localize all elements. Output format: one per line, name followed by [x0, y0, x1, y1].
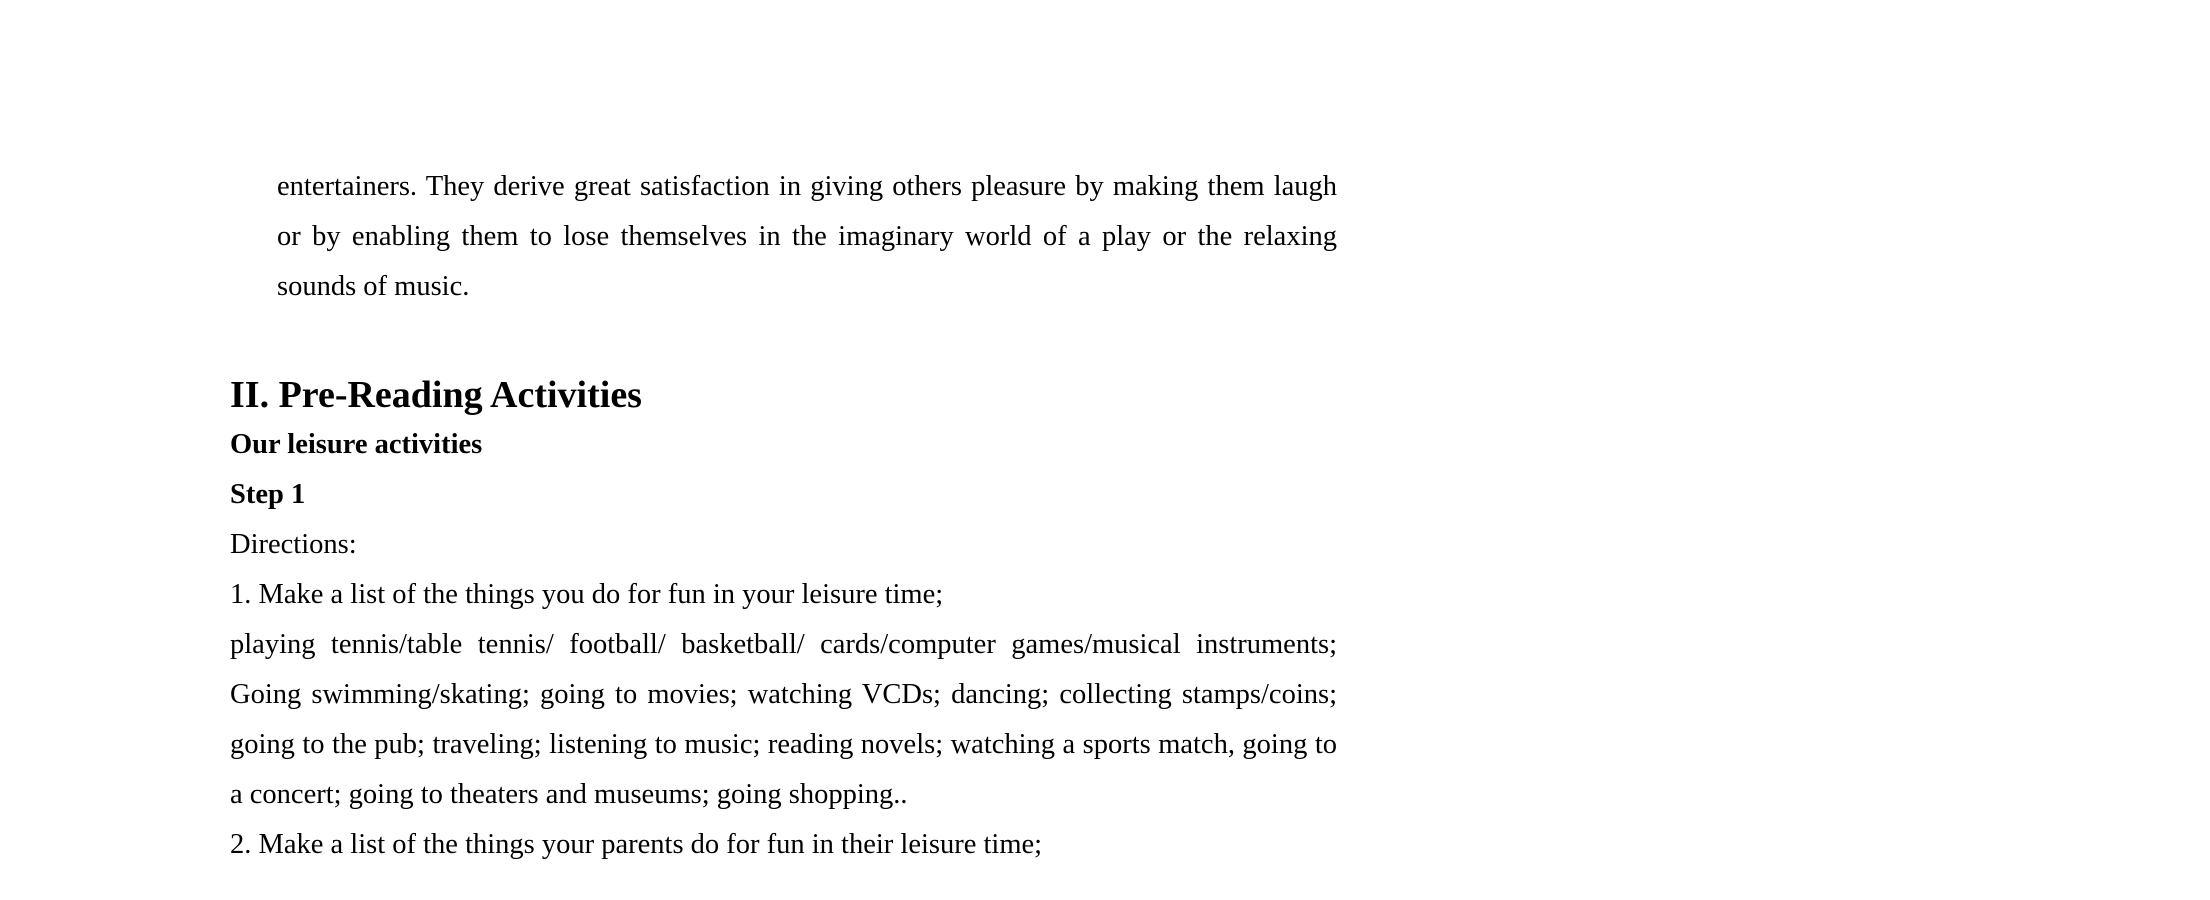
task-2-line: 2. Make a list of the things your parents do for fun in their leisure time; — [230, 829, 1043, 860]
intro-paragraph: entertainers. They derive great satisfaction in giving others pleasure by making them laugh or by enabling them to lose themselves in the imaginary world of a play or the relaxing sounds of music. — [277, 171, 1337, 302]
activities-list-paragraph: playing tennis/table tennis/ football/ basketball/ cards/computer games/musical instruments; Going swimming/skating; going to movies; watching VCDs; dancing; collecting stamps/coins; going to the pub; traveling; listening to music; reading novels; watching a sports match, going to a concert; going to theaters and museums; going shopping.. — [230, 629, 1337, 810]
document-content — [230, 162, 1340, 870]
task-1-line: 1. Make a list of the things you do for fun in your leisure time; — [230, 579, 944, 610]
subheading-our-leisure-activities: Our leisure activities — [230, 429, 483, 460]
step-1-label: Step 1 — [230, 479, 306, 510]
section-heading: II. Pre-Reading Activities — [230, 374, 642, 416]
directions-label: Directions: — [230, 529, 357, 560]
